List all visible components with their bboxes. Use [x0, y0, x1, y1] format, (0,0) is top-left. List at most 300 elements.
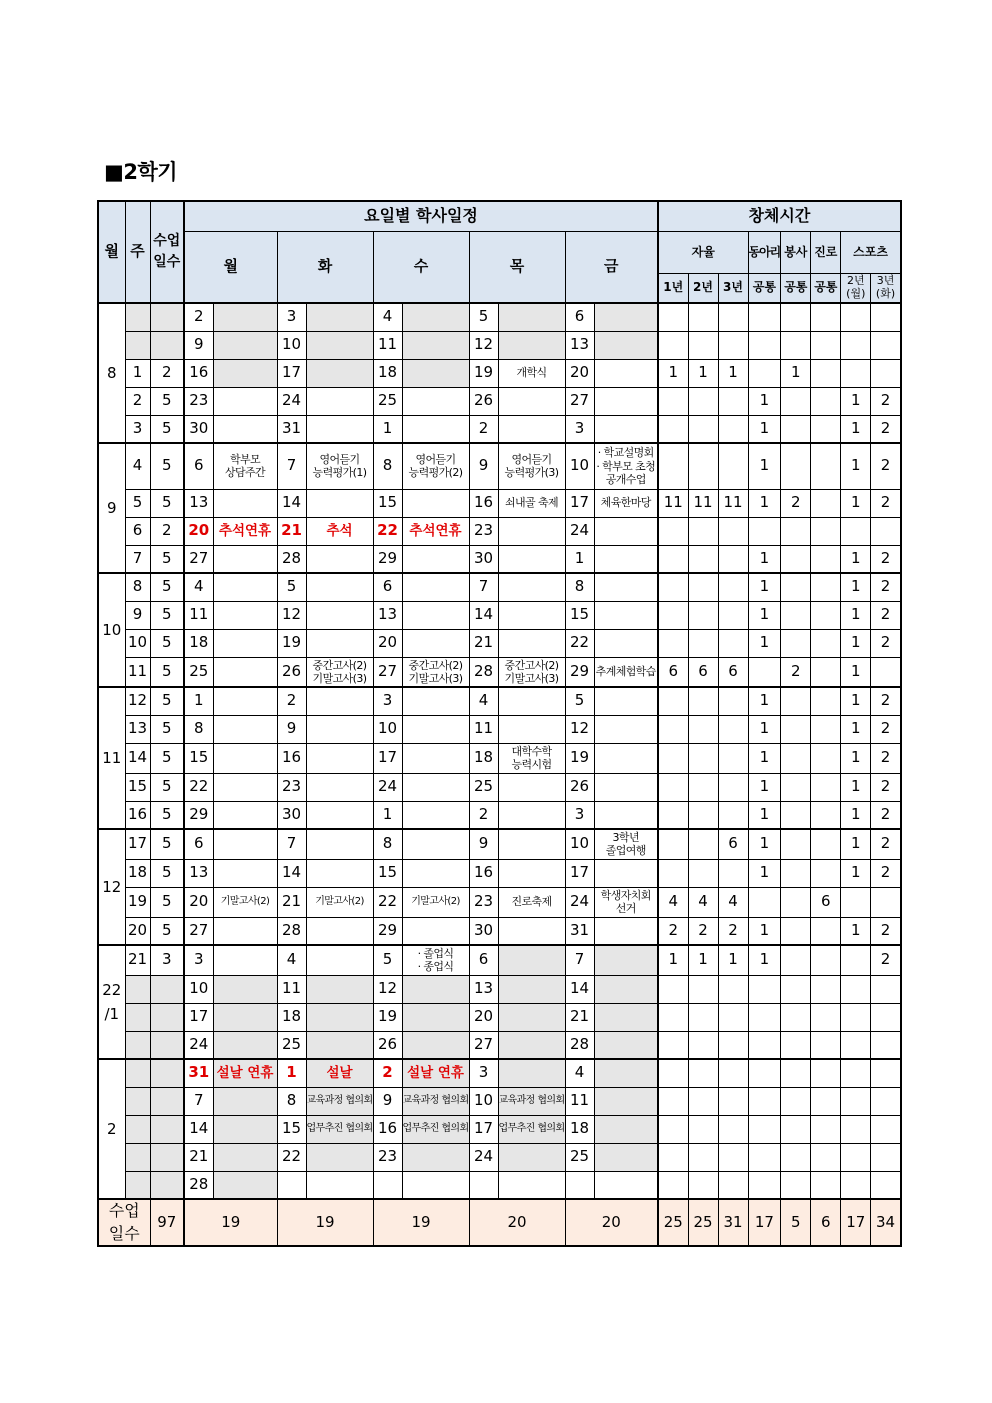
- class-days-header: 수업 일수: [150, 201, 184, 303]
- class-days-cell: [150, 1115, 184, 1143]
- date-cell: 12: [373, 975, 402, 1003]
- creative-hours-cell: [718, 387, 748, 415]
- creative-hours-cell: [718, 1059, 748, 1087]
- creative-hours-cell: [871, 975, 901, 1003]
- event-cell: [213, 715, 277, 743]
- creative-hours-cell: [871, 1059, 901, 1087]
- creative-hours-cell: [718, 687, 748, 715]
- creative-hours-cell: 2: [688, 917, 718, 945]
- date-cell: 29: [565, 657, 594, 687]
- creative-hours-cell: 2: [871, 801, 901, 829]
- date-cell: 16: [469, 489, 498, 517]
- date-cell: 13: [565, 331, 594, 359]
- calendar-row: [98, 743, 901, 773]
- event-cell: [213, 415, 277, 443]
- event-cell: [594, 801, 658, 829]
- event-cell: [213, 859, 277, 887]
- calendar-row: [98, 1087, 901, 1115]
- event-cell: [498, 917, 565, 945]
- event-cell: [306, 801, 373, 829]
- event-cell: 개학식: [498, 359, 565, 387]
- creative-hours-cell: [781, 517, 811, 545]
- date-cell: 21: [469, 629, 498, 657]
- creative-hours-cell: [811, 1143, 841, 1171]
- empty-cell: [402, 1171, 469, 1199]
- creative-hours-cell: 1: [841, 743, 871, 773]
- date-cell: 17: [184, 1003, 213, 1031]
- date-cell: 26: [277, 657, 306, 687]
- creative-hours-cell: [688, 303, 718, 331]
- event-cell: [402, 1003, 469, 1031]
- date-cell: 7: [277, 443, 306, 489]
- date-cell: 3: [184, 945, 213, 975]
- calendar-row: [98, 545, 901, 573]
- event-cell: [402, 359, 469, 387]
- event-cell: 교육과정 협의회: [306, 1087, 373, 1115]
- creative-hours-cell: [841, 331, 871, 359]
- creative-hours-cell: [811, 629, 841, 657]
- group-header-club: 동아리: [748, 231, 781, 273]
- creative-hours-cell: [688, 773, 718, 801]
- date-cell: 19: [373, 1003, 402, 1031]
- date-cell: 13: [184, 859, 213, 887]
- creative-hours-cell: [658, 1059, 688, 1087]
- academic-calendar-table: [97, 200, 902, 1247]
- class-days-cell: [150, 303, 184, 331]
- event-cell: [306, 573, 373, 601]
- class-days-cell: 5: [150, 545, 184, 573]
- creative-hours-cell: [658, 1115, 688, 1143]
- date-cell: 10: [565, 443, 594, 489]
- section-title: ■2학기: [104, 160, 178, 184]
- event-cell: [213, 945, 277, 975]
- date-cell: 27: [565, 387, 594, 415]
- date-cell: 16: [184, 359, 213, 387]
- date-cell: 27: [184, 917, 213, 945]
- creative-hours-cell: 6: [718, 657, 748, 687]
- month-cell: 9: [98, 443, 125, 573]
- creative-hours-cell: 6: [811, 887, 841, 917]
- event-cell: [213, 303, 277, 331]
- calendar-row: [98, 975, 901, 1003]
- date-cell: 7: [277, 829, 306, 859]
- calendar-row: [98, 1115, 901, 1143]
- creative-hours-cell: [871, 359, 901, 387]
- date-cell: 22: [373, 887, 402, 917]
- creative-hours-cell: 1: [748, 829, 781, 859]
- creative-hours-cell: [748, 1059, 781, 1087]
- date-cell: 9: [373, 1087, 402, 1115]
- creative-hours-cell: [811, 331, 841, 359]
- class-days-cell: [150, 975, 184, 1003]
- creative-hours-cell: 2: [871, 573, 901, 601]
- creative-hours-cell: [871, 1115, 901, 1143]
- event-cell: [498, 975, 565, 1003]
- creative-hours-cell: [811, 601, 841, 629]
- date-cell: 5: [565, 687, 594, 715]
- date-cell: 12: [469, 331, 498, 359]
- week-cell: [125, 1059, 150, 1087]
- event-cell: [594, 687, 658, 715]
- creative-hours-cell: 2: [658, 917, 688, 945]
- creative-hours-cell: [841, 1143, 871, 1171]
- date-cell: 24: [565, 887, 594, 917]
- creative-hours-cell: [841, 1003, 871, 1031]
- calendar-row: [98, 443, 901, 489]
- event-cell: [306, 829, 373, 859]
- date-cell: 8: [184, 715, 213, 743]
- event-cell: 업무추진 협의회: [402, 1115, 469, 1143]
- date-cell: 16: [277, 743, 306, 773]
- week-cell: 15: [125, 773, 150, 801]
- creative-hours-cell: [718, 573, 748, 601]
- date-cell: 22: [184, 773, 213, 801]
- event-cell: [213, 601, 277, 629]
- calendar-row: [98, 715, 901, 743]
- creative-hours-cell: [811, 359, 841, 387]
- creative-hours-cell: [688, 687, 718, 715]
- event-cell: 기말고사(2): [213, 887, 277, 917]
- date-cell: 2: [469, 801, 498, 829]
- event-cell: 추계체험학습: [594, 657, 658, 687]
- event-cell: [402, 715, 469, 743]
- event-cell: [213, 1143, 277, 1171]
- date-cell: 11: [277, 975, 306, 1003]
- creative-hours-cell: [811, 657, 841, 687]
- creative-hours-cell: [811, 1087, 841, 1115]
- date-cell: 19: [565, 743, 594, 773]
- event-cell: 추석연휴: [213, 517, 277, 545]
- event-cell: [498, 859, 565, 887]
- class-days-cell: 5: [150, 443, 184, 489]
- calendar-row: [98, 601, 901, 629]
- creative-hours-cell: 1: [841, 387, 871, 415]
- creative-hours-cell: [781, 743, 811, 773]
- date-cell: 28: [184, 1171, 213, 1199]
- date-cell: 15: [373, 859, 402, 887]
- event-cell: [594, 1087, 658, 1115]
- week-cell: 2: [125, 387, 150, 415]
- week-cell: 14: [125, 743, 150, 773]
- date-cell: 5: [277, 573, 306, 601]
- date-cell: 28: [565, 1031, 594, 1059]
- creative-hours-cell: [811, 489, 841, 517]
- date-cell: 26: [565, 773, 594, 801]
- event-cell: [498, 629, 565, 657]
- creative-hours-cell: [688, 387, 718, 415]
- event-cell: [594, 359, 658, 387]
- date-cell: 11: [373, 331, 402, 359]
- event-cell: [213, 829, 277, 859]
- creative-hours-cell: 4: [718, 887, 748, 917]
- creative-hours-cell: 2: [871, 489, 901, 517]
- calendar-row: [98, 573, 901, 601]
- creative-hours-cell: [781, 917, 811, 945]
- creative-hours-cell: [781, 1171, 811, 1199]
- class-days-cell: 5: [150, 687, 184, 715]
- creative-hours-cell: [688, 1031, 718, 1059]
- event-cell: [213, 545, 277, 573]
- event-cell: [594, 331, 658, 359]
- date-cell: 4: [565, 1059, 594, 1087]
- creative-hours-cell: [688, 517, 718, 545]
- week-cell: 9: [125, 601, 150, 629]
- empty-cell: [565, 1171, 594, 1199]
- creative-hours-cell: [688, 801, 718, 829]
- creative-hours-cell: [748, 303, 781, 331]
- event-cell: [498, 945, 565, 975]
- creative-hours-cell: 1: [748, 573, 781, 601]
- event-cell: [402, 489, 469, 517]
- event-cell: 업무추진 협의회: [306, 1115, 373, 1143]
- event-cell: [306, 687, 373, 715]
- creative-hours-cell: [748, 887, 781, 917]
- creative-hours-cell: [658, 715, 688, 743]
- creative-hours-cell: 1: [718, 359, 748, 387]
- date-cell: 17: [469, 1115, 498, 1143]
- creative-hours-cell: 1: [841, 573, 871, 601]
- date-cell: 30: [184, 415, 213, 443]
- event-cell: [213, 629, 277, 657]
- creative-hours-cell: [658, 303, 688, 331]
- day-header-fri: 금: [565, 231, 658, 303]
- date-cell: 1: [565, 545, 594, 573]
- creative-hours-cell: 2: [871, 859, 901, 887]
- event-cell: 교육과정 협의회: [402, 1087, 469, 1115]
- creative-hours-cell: [718, 629, 748, 657]
- creative-hours-cell: [688, 545, 718, 573]
- creative-hours-cell: [718, 1143, 748, 1171]
- calendar-row: [98, 1003, 901, 1031]
- class-days-cell: 3: [150, 945, 184, 975]
- date-cell: 27: [373, 657, 402, 687]
- creative-hours-cell: [811, 917, 841, 945]
- date-cell: 2: [277, 687, 306, 715]
- week-cell: [125, 303, 150, 331]
- creative-hours-cell: 2: [781, 489, 811, 517]
- date-cell: 9: [469, 443, 498, 489]
- creative-hours-cell: [841, 1031, 871, 1059]
- event-cell: [306, 629, 373, 657]
- date-cell: 21: [277, 517, 306, 545]
- class-days-cell: 5: [150, 801, 184, 829]
- creative-hours-cell: [688, 601, 718, 629]
- date-cell: 23: [469, 517, 498, 545]
- class-days-cell: 2: [150, 517, 184, 545]
- event-cell: [594, 1143, 658, 1171]
- event-cell: [402, 601, 469, 629]
- class-days-cell: 5: [150, 657, 184, 687]
- event-cell: [594, 773, 658, 801]
- week-cell: 20: [125, 917, 150, 945]
- calendar-row: [98, 1171, 901, 1199]
- date-cell: 18: [277, 1003, 306, 1031]
- creative-hours-cell: [811, 1003, 841, 1031]
- event-cell: 진로축제: [498, 887, 565, 917]
- creative-hours-cell: [841, 1059, 871, 1087]
- event-cell: [402, 773, 469, 801]
- creative-hours-cell: [811, 517, 841, 545]
- event-cell: [306, 601, 373, 629]
- event-cell: [594, 1003, 658, 1031]
- calendar-row: [98, 945, 901, 975]
- totals-creative: 5: [781, 1199, 811, 1246]
- creative-hours-cell: 1: [841, 687, 871, 715]
- date-cell: 16: [469, 859, 498, 887]
- event-cell: [306, 415, 373, 443]
- date-cell: 8: [565, 573, 594, 601]
- creative-hours-cell: [811, 1171, 841, 1199]
- date-cell: 13: [373, 601, 402, 629]
- event-cell: [402, 1143, 469, 1171]
- creative-hours-cell: [658, 1087, 688, 1115]
- creative-hours-cell: 1: [841, 917, 871, 945]
- creative-hours-cell: [718, 859, 748, 887]
- creative-hours-cell: [841, 303, 871, 331]
- week-cell: [125, 1143, 150, 1171]
- date-cell: 3: [373, 687, 402, 715]
- creative-hours-cell: [781, 1031, 811, 1059]
- creative-hours-cell: [748, 1115, 781, 1143]
- creative-hours-cell: 2: [871, 545, 901, 573]
- date-cell: 25: [565, 1143, 594, 1171]
- date-cell: 14: [184, 1115, 213, 1143]
- creative-hours-cell: [688, 1087, 718, 1115]
- calendar-row: [98, 387, 901, 415]
- creative-header: 창체시간: [658, 201, 901, 231]
- event-cell: [594, 545, 658, 573]
- creative-hours-cell: [811, 975, 841, 1003]
- date-cell: 4: [373, 303, 402, 331]
- event-cell: [306, 303, 373, 331]
- date-cell: 12: [565, 715, 594, 743]
- event-cell: [213, 975, 277, 1003]
- date-cell: 5: [373, 945, 402, 975]
- creative-hours-cell: [748, 1087, 781, 1115]
- creative-hours-cell: [781, 773, 811, 801]
- event-cell: [402, 801, 469, 829]
- week-cell: 12: [125, 687, 150, 715]
- creative-hours-cell: [718, 1171, 748, 1199]
- event-cell: [594, 387, 658, 415]
- creative-hours-cell: [658, 573, 688, 601]
- creative-subheader: 3년: [718, 273, 748, 303]
- creative-hours-cell: [658, 975, 688, 1003]
- creative-hours-cell: [658, 1003, 688, 1031]
- creative-hours-cell: [811, 687, 841, 715]
- creative-hours-cell: [811, 859, 841, 887]
- date-cell: 2: [184, 303, 213, 331]
- day-header-thu: 목: [469, 231, 565, 303]
- creative-hours-cell: 2: [781, 657, 811, 687]
- event-cell: [306, 387, 373, 415]
- creative-hours-cell: [658, 773, 688, 801]
- date-cell: 21: [565, 1003, 594, 1031]
- creative-hours-cell: 6: [658, 657, 688, 687]
- date-cell: 19: [277, 629, 306, 657]
- event-cell: 중간고사(2) 기말고사(3): [498, 657, 565, 687]
- date-cell: 31: [184, 1059, 213, 1087]
- totals-creative: 17: [748, 1199, 781, 1246]
- week-cell: 5: [125, 489, 150, 517]
- creative-hours-cell: [748, 1003, 781, 1031]
- creative-subheader: 2년: [688, 273, 718, 303]
- date-cell: 16: [373, 1115, 402, 1143]
- creative-hours-cell: [811, 801, 841, 829]
- creative-hours-cell: 1: [841, 443, 871, 489]
- creative-hours-cell: 2: [871, 715, 901, 743]
- creative-hours-cell: [688, 573, 718, 601]
- creative-hours-cell: 1: [658, 359, 688, 387]
- creative-hours-cell: 2: [871, 601, 901, 629]
- event-cell: [594, 517, 658, 545]
- date-cell: 10: [184, 975, 213, 1003]
- week-cell: 4: [125, 443, 150, 489]
- creative-hours-cell: [748, 1031, 781, 1059]
- event-cell: [213, 331, 277, 359]
- date-cell: 11: [469, 715, 498, 743]
- event-cell: [306, 489, 373, 517]
- date-cell: 3: [565, 415, 594, 443]
- date-cell: 20: [565, 359, 594, 387]
- creative-hours-cell: [871, 331, 901, 359]
- week-cell: [125, 1087, 150, 1115]
- week-cell: 13: [125, 715, 150, 743]
- creative-hours-cell: [688, 1171, 718, 1199]
- totals-day: 20: [565, 1199, 658, 1246]
- creative-hours-cell: [811, 443, 841, 489]
- date-cell: 23: [277, 773, 306, 801]
- month-cell: 2: [98, 1059, 125, 1199]
- creative-hours-cell: [688, 1143, 718, 1171]
- week-cell: [125, 331, 150, 359]
- month-cell: 11: [98, 687, 125, 829]
- creative-hours-cell: [781, 1059, 811, 1087]
- creative-hours-cell: [781, 715, 811, 743]
- creative-hours-cell: 1: [748, 387, 781, 415]
- class-days-cell: 5: [150, 573, 184, 601]
- creative-subheader: 공통: [748, 273, 781, 303]
- creative-hours-cell: 2: [871, 773, 901, 801]
- creative-hours-cell: [718, 1031, 748, 1059]
- creative-subheader: 3년 (화): [871, 273, 901, 303]
- event-cell: 영어듣기 능력평가(2): [402, 443, 469, 489]
- creative-hours-cell: [748, 657, 781, 687]
- creative-hours-cell: [718, 443, 748, 489]
- date-cell: 3: [277, 303, 306, 331]
- event-cell: 학생자치회 선거: [594, 887, 658, 917]
- date-cell: 19: [469, 359, 498, 387]
- event-cell: [213, 1031, 277, 1059]
- creative-hours-cell: [871, 1003, 901, 1031]
- event-cell: [402, 975, 469, 1003]
- creative-hours-cell: [658, 517, 688, 545]
- date-cell: 8: [373, 829, 402, 859]
- event-cell: [498, 303, 565, 331]
- creative-hours-cell: [748, 517, 781, 545]
- date-cell: 6: [373, 573, 402, 601]
- creative-hours-cell: [688, 859, 718, 887]
- event-cell: [498, 1031, 565, 1059]
- date-cell: 31: [277, 415, 306, 443]
- event-cell: [402, 331, 469, 359]
- event-cell: [306, 359, 373, 387]
- date-cell: 7: [469, 573, 498, 601]
- date-cell: 22: [373, 517, 402, 545]
- creative-hours-cell: 1: [781, 359, 811, 387]
- creative-hours-cell: 1: [841, 415, 871, 443]
- event-cell: [213, 573, 277, 601]
